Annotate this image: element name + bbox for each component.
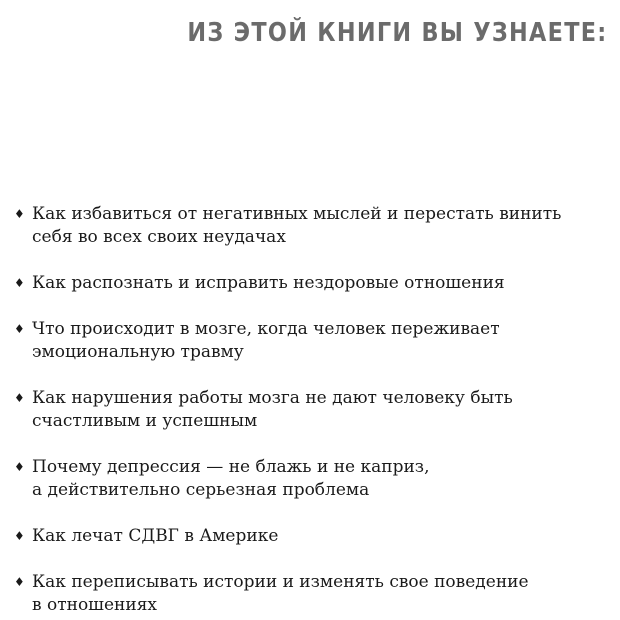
item-line: Что происходит в мозге, когда человек переживает [32, 319, 500, 339]
diamond-bullet-icon: ♦ [14, 322, 25, 336]
list-item [14, 387, 604, 433]
item-line: Как лечат СДВГ в Америке [32, 526, 279, 546]
diamond-bullet-icon: ♦ [14, 276, 25, 290]
item-line: в отношениях [32, 595, 158, 615]
list-item [14, 571, 604, 617]
item-line: а действительно серьезная проблема [32, 480, 370, 500]
list-item [14, 525, 604, 548]
item-line: Почему депрессия — не блажь и не каприз, [32, 457, 430, 477]
item-line: эмоциональную травму [32, 342, 244, 362]
item-line: Как избавиться от негативных мыслей и перестать винить [32, 204, 562, 224]
list-item [14, 456, 604, 502]
diamond-bullet-icon: ♦ [14, 391, 25, 405]
list-item [14, 203, 604, 249]
diamond-bullet-icon: ♦ [14, 207, 25, 221]
diamond-bullet-icon: ♦ [14, 529, 25, 543]
page-heading: ИЗ ЭТОЙ КНИГИ ВЫ УЗНАЕТЕ: [187, 18, 608, 48]
item-line: Как переписывать истории и изменять свое поведение [32, 572, 529, 592]
diamond-bullet-icon: ♦ [14, 460, 25, 474]
list-item [14, 272, 604, 295]
list-item [14, 318, 604, 364]
item-line: Как нарушения работы мозга не дают человеку быть [32, 388, 513, 408]
item-line: себя во всех своих неудачах [32, 227, 286, 247]
item-line: счастливым и успешным [32, 411, 258, 431]
item-line: Как распознать и исправить нездоровые отношения [32, 273, 505, 293]
topics-list [14, 203, 604, 620]
diamond-bullet-icon: ♦ [14, 575, 25, 589]
